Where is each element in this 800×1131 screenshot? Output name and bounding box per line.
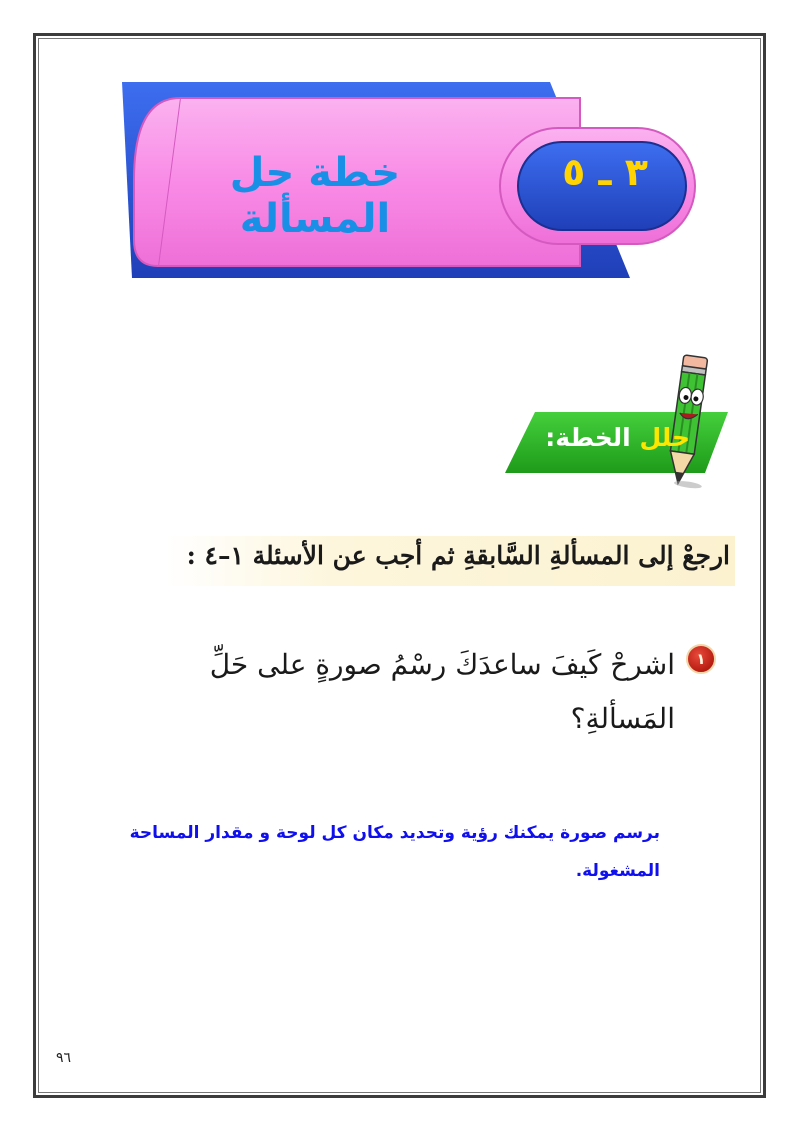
answer-text: برسم صورة يمكنك رؤية وتحديد مكان كل لوحة و مقدار المساحة المشغولة. bbox=[129, 823, 660, 881]
instruction-text: ارجعْ إلى المسألةِ السَّابقةِ ثم أجب عن الأسئلة ١–٤ : bbox=[186, 541, 730, 570]
page-number: ٩٦ bbox=[56, 1050, 72, 1066]
plan-label-word-plan: الخطة: bbox=[545, 423, 631, 452]
question-number-badge: ١ bbox=[686, 644, 716, 674]
plan-section-label bbox=[520, 423, 690, 452]
question-text: اشرحْ كَيفَ ساعدَكَ رسْمُ صورةٍ على حَلِّ المَسألةِ؟ bbox=[209, 648, 675, 735]
lesson-number: ٣ ـ ٥ bbox=[562, 150, 648, 194]
lesson-title: خطة حل المسألة bbox=[229, 150, 401, 242]
plan-section-graphic bbox=[500, 350, 740, 490]
plan-label-word-analyze: حلل bbox=[639, 423, 690, 452]
